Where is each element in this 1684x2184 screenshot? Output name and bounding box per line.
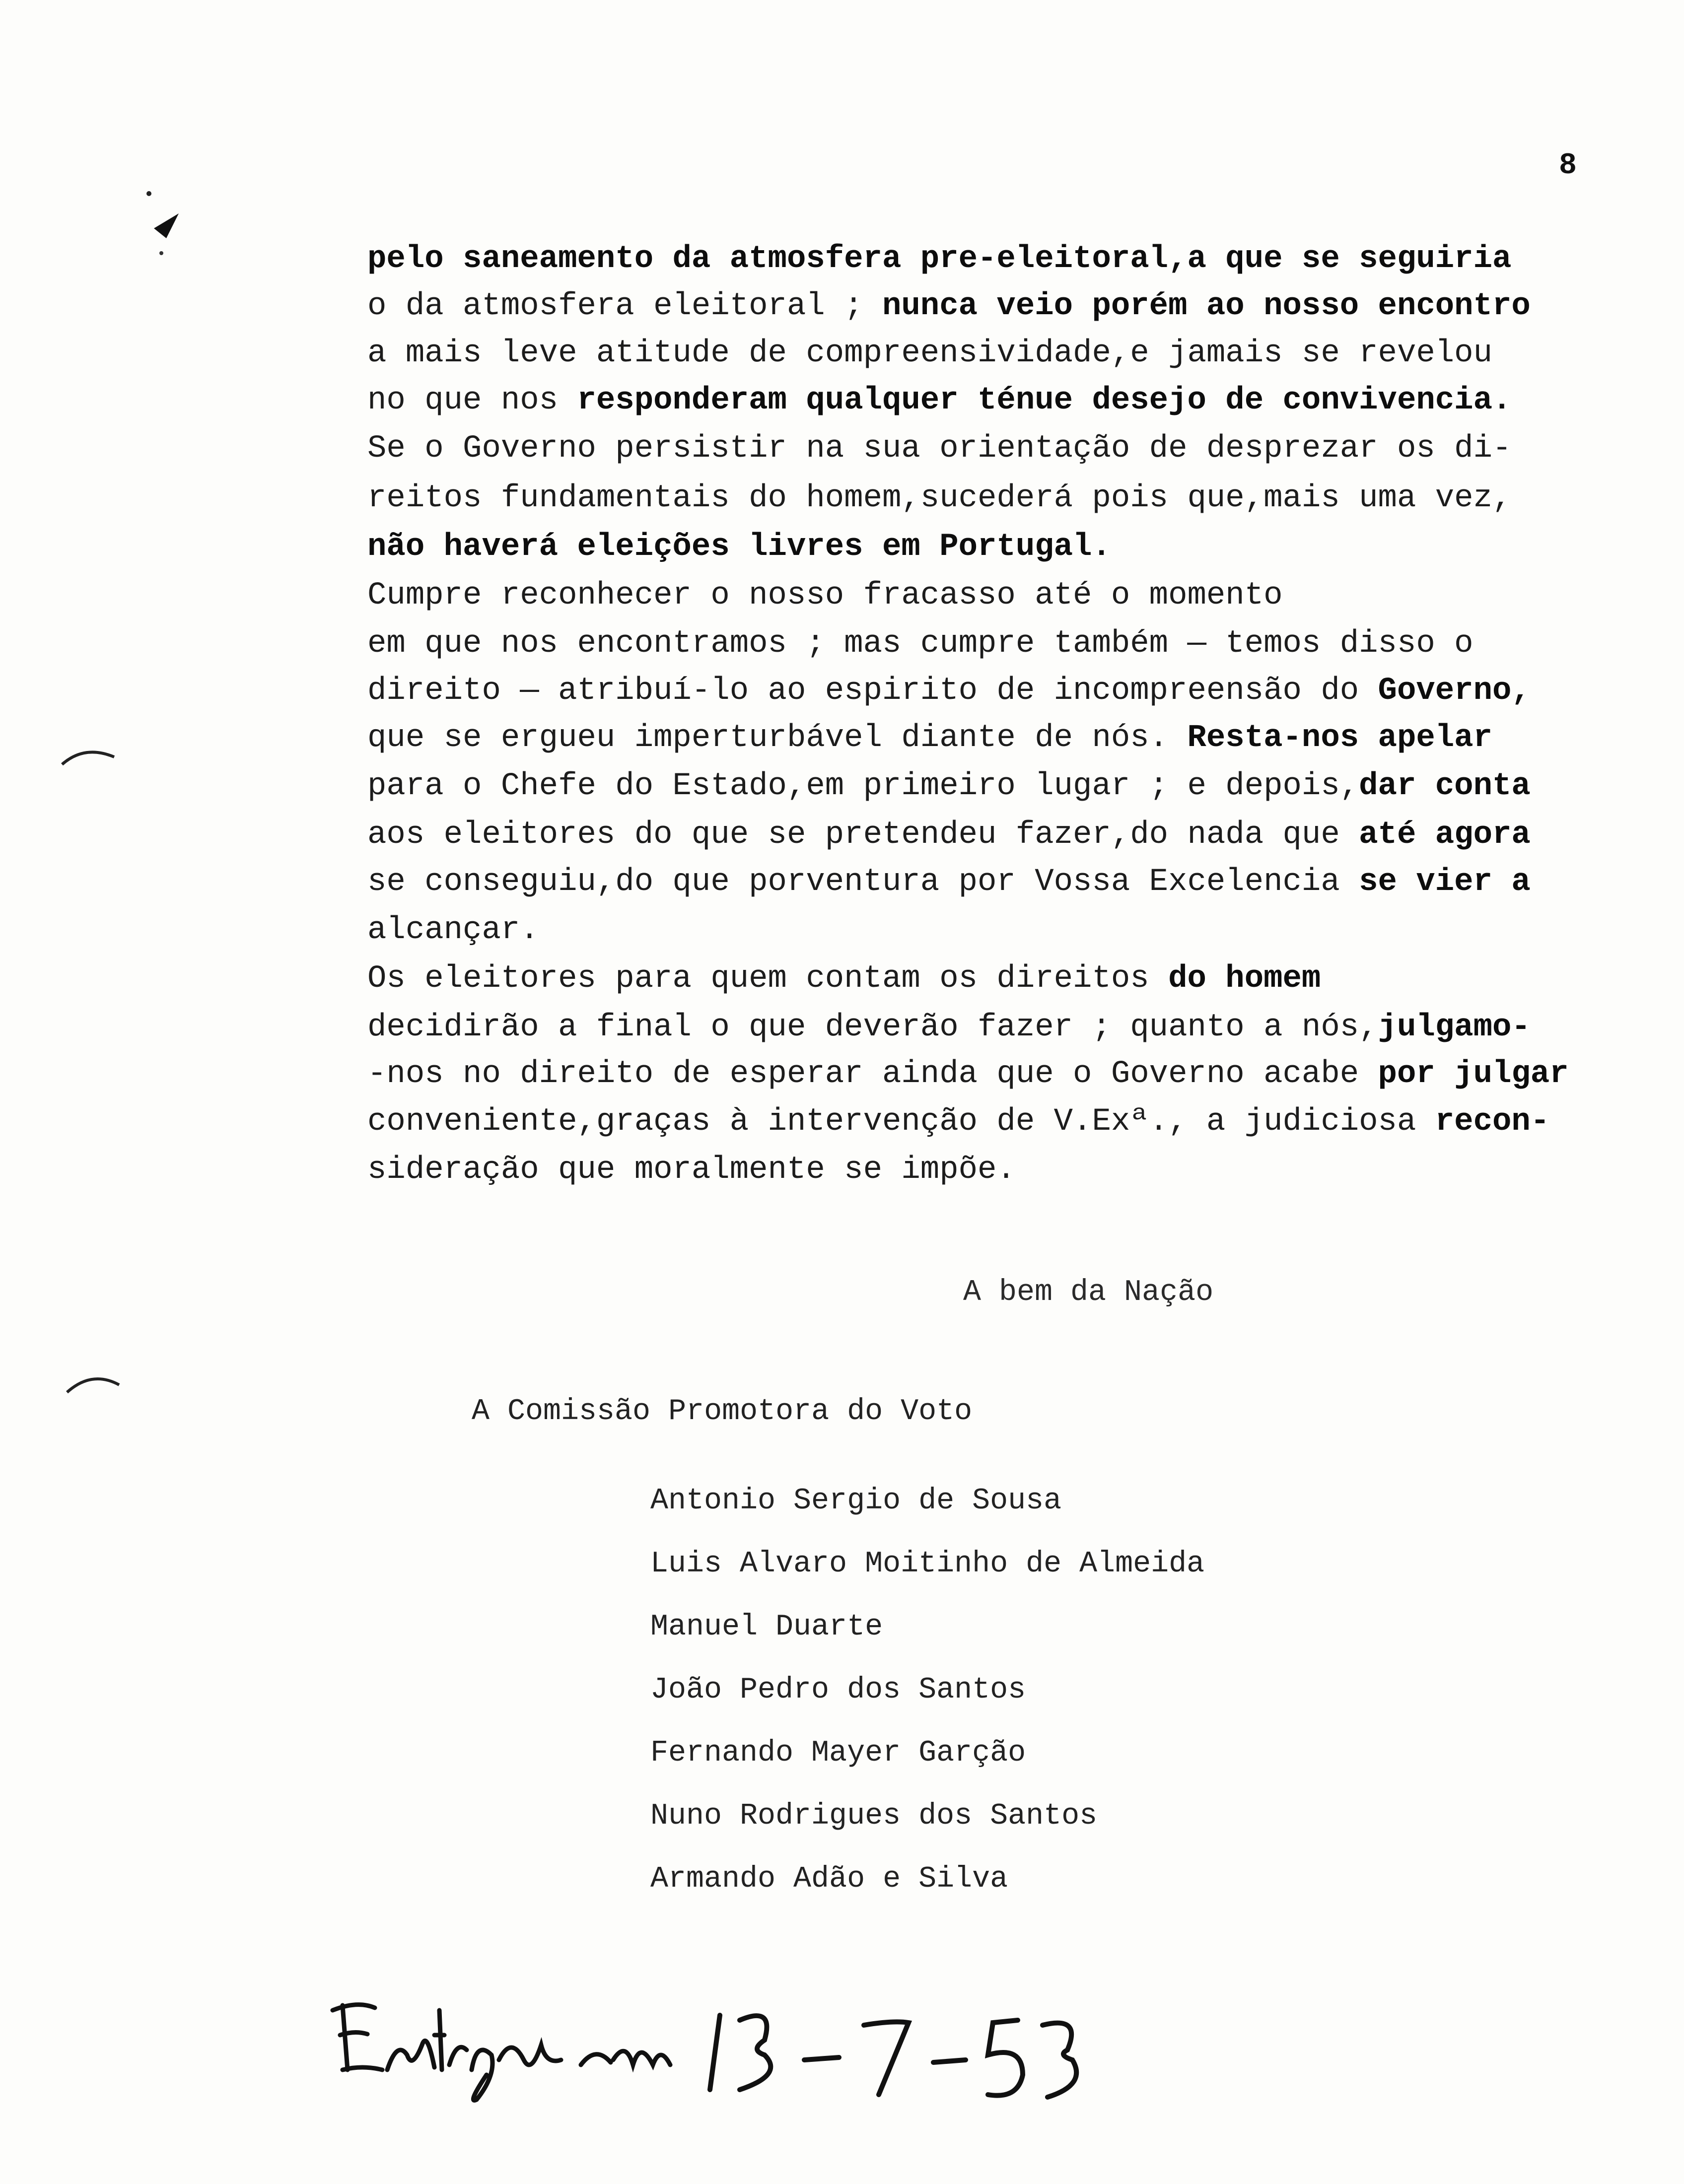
body-line (367, 1106, 1549, 1138)
signatory: Fernando Mayer Garção (650, 1736, 1026, 1770)
body-line-segment: responderam qualquer ténue desejo de convivencia. (577, 383, 1512, 418)
signatory: Manuel Duarte (650, 1610, 883, 1644)
body-line-segment: no que nos (367, 383, 577, 418)
body-line-segment: até agora (1359, 817, 1531, 853)
body-line (367, 819, 1531, 851)
closing-salutation: A bem da Nação (963, 1276, 1214, 1309)
body-line (367, 290, 1531, 322)
signatory: Nuno Rodrigues dos Santos (650, 1799, 1098, 1833)
margin-ink-mark (144, 184, 194, 298)
body-line-segment: direito — atribuí-lo ao espirito de incompreensão do (367, 673, 1378, 709)
signatory: Luis Alvaro Moitinho de Almeida (650, 1547, 1205, 1581)
signatory: Antonio Sergio de Sousa (650, 1484, 1062, 1518)
body-line-segment: conveniente,graças à intervenção de V.Exª., a judiciosa (367, 1104, 1435, 1140)
handwritten-delivery-note (328, 1976, 1122, 2127)
signatory-list (650, 1484, 1204, 1925)
body-line (367, 243, 1511, 275)
body-line-segment: aos eleitores do que se pretendeu fazer,do nada que (367, 817, 1359, 853)
body-line-segment: recon- (1435, 1104, 1550, 1140)
body-line-segment: Cumpre reconhecer o nosso fracasso até o momento (367, 578, 1283, 614)
body-line-segment: sideração que moralmente se impõe. (367, 1152, 1016, 1188)
handwritten-delivery-note-drawing (328, 1976, 1122, 2124)
page-number: 8 (1559, 149, 1577, 183)
body-line-segment: -nos no direito de esperar ainda que o Governo acabe (367, 1056, 1378, 1092)
body-line-segment: não haverá eleições livres em Portugal. (367, 529, 1111, 565)
margin-ink-mark (65, 1370, 124, 1400)
body-line-segment: Governo, (1378, 673, 1531, 709)
body-line-segment: do homem (1168, 961, 1321, 997)
body-line (367, 770, 1531, 802)
body-line-segment: o da atmosfera eleitoral ; (367, 288, 882, 324)
body-line-segment: a mais leve atitude de compreensividade,e jamais se revelou (367, 336, 1492, 371)
body-line (367, 1058, 1569, 1090)
body-line-segment: dar conta (1359, 768, 1531, 804)
margin-ink-mark (60, 745, 119, 774)
body-line (367, 963, 1321, 995)
body-line-segment: Resta-nos apelar (1187, 720, 1492, 756)
body-line (367, 385, 1511, 416)
committee-name: A Comissão Promotora do Voto (472, 1395, 973, 1429)
body-line (367, 675, 1531, 707)
body-line-segment: por julgar (1378, 1056, 1569, 1092)
body-line-segment: reitos fundamentais do homem,sucederá pois que,mais uma vez, (367, 480, 1512, 516)
body-line-segment: se vier a (1359, 864, 1531, 900)
body-line-segment: decidirão a final o que deverão fazer ; quanto a nós, (367, 1010, 1378, 1045)
body-line-segment: julgamo- (1378, 1010, 1531, 1045)
body-line (367, 482, 1511, 514)
body-line-segment: alcançar. (367, 912, 539, 948)
body-line (367, 722, 1492, 754)
body-line-segment: em que nos encontramos ; mas cumpre também — temos disso o (367, 626, 1474, 662)
body-line (367, 433, 1511, 465)
body-line (367, 628, 1474, 660)
body-line (367, 1154, 1016, 1186)
signatory: João Pedro dos Santos (650, 1673, 1026, 1707)
body-line-segment: ,a que se seguiria (1168, 241, 1512, 277)
signatory: Armando Adão e Silva (650, 1862, 1008, 1896)
body-line (367, 580, 1283, 612)
body-line-segment: que se ergueu imperturbável diante de nós. (367, 720, 1188, 756)
body-line-segment: pelo saneamento da atmosfera pre-eleitoral (367, 241, 1169, 277)
body-line-segment: nunca veio porém ao nosso encontro (882, 288, 1531, 324)
body-line (367, 338, 1492, 369)
body-line-segment: Os eleitores para quem contam os direitos (367, 961, 1169, 997)
body-line (367, 914, 539, 946)
body-line (367, 866, 1531, 898)
body-line-segment: Se o Governo persistir na sua orientação de desprezar os di- (367, 431, 1512, 467)
body-line (367, 1012, 1531, 1043)
body-line-segment: para o Chefe do Estado,em primeiro lugar ; e depois, (367, 768, 1359, 804)
body-line-segment: se conseguiu,do que porventura por Vossa Excelencia (367, 864, 1359, 900)
body-line (367, 531, 1111, 563)
